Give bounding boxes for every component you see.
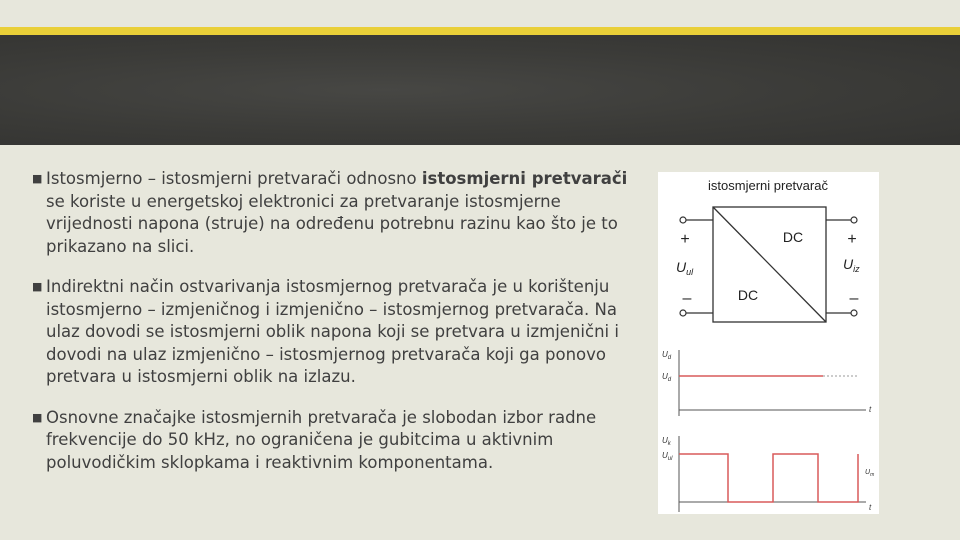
graph1-y-label: $U_d$ xyxy=(662,350,672,361)
minus-left: – xyxy=(682,290,692,307)
bullet-text: Indirektni način ostvarivanja istosmjernog pretvarača je u korištenju istosmjerno – izmjeničnog i izmjenično – istosmjernog pretvarača. Na ulaz dovodi se istosmjerni oblik napona koji se pretvara u izmjenični i dovodi na ulaz izmjenično – istosmjernog pretvarača koji ga ponovo pretvara u istosmjerni oblik na izlazu. xyxy=(46,277,619,386)
figure-title: istosmjerni pretvarač xyxy=(708,178,828,193)
bullet-list xyxy=(32,168,632,492)
u-output-label: $U_{iz}$ xyxy=(843,256,860,274)
terminal-icon xyxy=(680,217,686,223)
bullet-text: Osnovne značajke istosmjernih pretvarača je slobodan izbor radne frekvencije do 50 kHz, no ograničena je gubitcima u aktivnim poluvodičkim sklopkama i reaktivnim komponentama. xyxy=(46,407,597,472)
converter-diagram xyxy=(658,172,879,514)
bullet-item xyxy=(32,276,632,389)
bullet-text-segment: se koriste u energetskoj elektronici za pretvaranje istosmjerne vrijednosti napona (struje) na određenu potrebnu razinu kao što je to prikazano na slici. xyxy=(46,191,618,256)
graph2-level-label: $U_{ul}$ xyxy=(662,451,673,462)
graph2-x-label: t xyxy=(869,503,872,512)
bullet-item xyxy=(32,168,632,258)
square-bullet-icon: ■ xyxy=(32,172,43,185)
graph2-square-wave xyxy=(679,454,858,502)
dc-label-bottom: DC xyxy=(737,287,759,303)
accent-bar xyxy=(0,27,960,35)
square-bullet-icon: ■ xyxy=(32,410,43,424)
terminal-icon xyxy=(680,310,686,316)
terminal-icon xyxy=(851,310,857,316)
terminal-icon xyxy=(851,217,857,223)
bullet-text-segment: Istosmjerno – istosmjerni pretvarači odnosno xyxy=(46,169,422,188)
bullet-item xyxy=(32,407,632,475)
graph2-right-label: $U_m$ xyxy=(865,469,875,478)
graph1-x-label: t xyxy=(869,405,872,414)
u-input-label: $U_{ul}$ xyxy=(676,259,694,277)
bullet-text-bold-segment: istosmjerni pretvarači xyxy=(421,169,628,188)
square-bullet-icon: ■ xyxy=(32,280,43,293)
graph2-y-label: $U_k$ xyxy=(662,436,671,447)
plus-right: + xyxy=(847,231,857,248)
header-band xyxy=(0,35,960,145)
dc-label-top: DC xyxy=(782,229,804,245)
converter-diagonal xyxy=(713,207,826,322)
converter-figure xyxy=(658,172,879,514)
minus-right: – xyxy=(849,290,859,307)
graph1-level-label: $U_d$ xyxy=(662,372,672,383)
bullet-text xyxy=(46,169,627,256)
plus-left: + xyxy=(680,231,690,248)
